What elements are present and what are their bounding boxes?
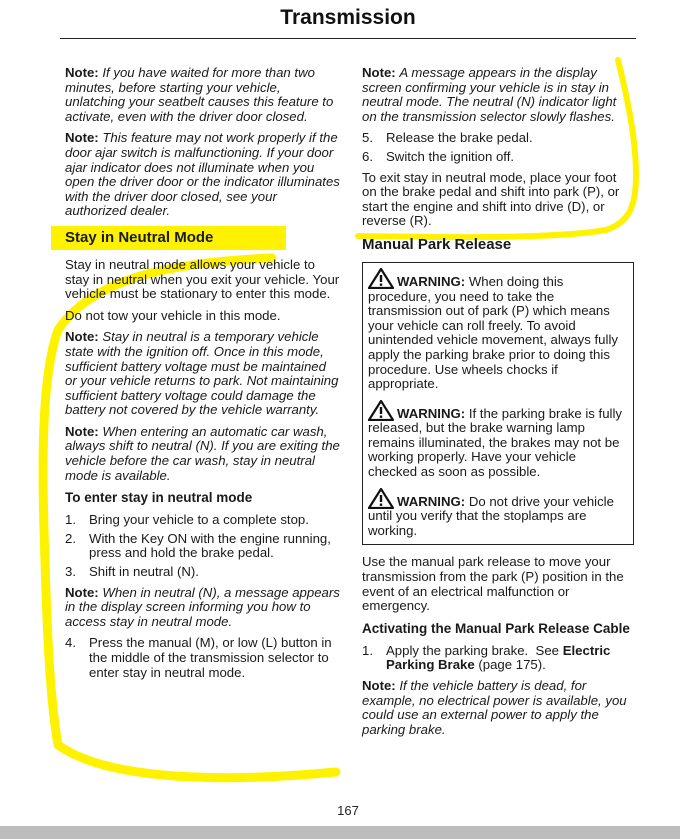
paragraph: Use the manual park release to move your transmission from the park (P) position in the event of an electrical malfunction or emergency.: [362, 554, 624, 614]
paragraph: Do not tow your vehicle in this mode.: [65, 307, 281, 323]
steps-list: [65, 636, 340, 680]
warning-triangle-icon: [368, 488, 394, 509]
list-item: 1. Apply the parking brake. See Electric Parking Brake (page 175).: [362, 642, 611, 673]
page-title: Transmission: [280, 6, 416, 29]
warning-box: [362, 262, 634, 546]
note: Note: Stay in neutral is a temporary vehicle state with the ignition off. Once in this mode, sufficient battery voltage must be maintained or your vehicle returns to park. Not maintaining sufficient battery voltage could damage the battery not covered by the vehicle warranty.: [65, 329, 339, 418]
note: Note: A message appears in the display screen confirming your vehicle is in stay in neutral mode. The neutral (N) indicator light on the transmission selector slowly flashes.: [362, 65, 617, 124]
page-number: 167: [337, 803, 359, 818]
note: Note: This feature may not work properly if the door ajar switch is malfunctioning. If your door ajar indicator does not illuminate when you open the driver door or the indicator illuminates with the driver door closed, see your authorized dealer.: [65, 130, 340, 219]
warning-item: WARNING: Do not drive your vehicle until you verify that the stoplamps are working.: [368, 488, 628, 539]
cross-reference-link[interactable]: Electric Parking Brake: [386, 642, 611, 673]
steps-list: [65, 513, 340, 579]
subheading-activating-manual-park-release-cable: Activating the Manual Park Release Cable: [362, 620, 630, 636]
warning-item: WARNING: If the parking brake is fully released, but the brake warning lamp remains illuminated, the brakes may not be working properly. Have your vehicle checked as soon as possible.: [368, 400, 628, 480]
list-item: 3. Shift in neutral (N).: [65, 564, 199, 580]
note: Note: If the vehicle battery is dead, for example, no electrical power is available, you could use an external power to apply the parking brake.: [362, 678, 627, 737]
subheading-enter-stay-in-neutral: To enter stay in neutral mode: [65, 490, 253, 506]
warning-item: WARNING: When doing this procedure, you need to take the transmission out of park (P) which means your vehicle can roll freely. To avoid unintended vehicle movement, always fully apply the parking brake prior to doing this procedure. Use wheels chocks if appropriate.: [368, 268, 628, 392]
note: Note: When in neutral (N), a message appears in the display screen informing you how to access stay in neutral mode.: [65, 584, 340, 629]
right-column: [362, 66, 634, 744]
list-item: 1. Bring your vehicle to a complete stop.: [65, 512, 309, 528]
warning-triangle-icon: [368, 268, 394, 289]
paragraph: To exit stay in neutral mode, place your foot on the brake pedal and shift into park (P), or start the engine and shift into drive (D), or reverse (R).: [362, 169, 620, 229]
note: Note: If you have waited for more than two minutes, before starting your vehicle, unlatching your seatbelt causes this feature to activate, even with the driver door closed.: [65, 65, 334, 124]
section-heading-manual-park-release: Manual Park Release: [362, 235, 512, 253]
steps-list: [362, 131, 634, 164]
list-item: 2. With the Key ON with the engine running, press and hold the brake pedal.: [65, 530, 331, 561]
bottom-edge-band: [0, 826, 680, 839]
steps-list: [362, 644, 634, 673]
left-column: [65, 66, 340, 686]
list-item: 6. Switch the ignition off.: [362, 148, 515, 164]
section-heading-stay-in-neutral: Stay in Neutral Mode: [51, 226, 286, 250]
note: Note: When entering an automatic car wash, always shift to neutral (N). If you are exiting the vehicle before the car wash, stay in neutral mode is available.: [65, 423, 340, 483]
title-rule: [60, 38, 636, 39]
list-item: 4. Press the manual (M), or low (L) button in the middle of the transmission selector to enter stay in neutral mode.: [65, 635, 332, 680]
paragraph: Stay in neutral mode allows your vehicle to stay in neutral when you exit your vehicle. Your vehicle must be stationary to enter this mode.: [65, 256, 340, 302]
list-item: 5. Release the brake pedal.: [362, 130, 533, 146]
warning-triangle-icon: [368, 400, 394, 421]
